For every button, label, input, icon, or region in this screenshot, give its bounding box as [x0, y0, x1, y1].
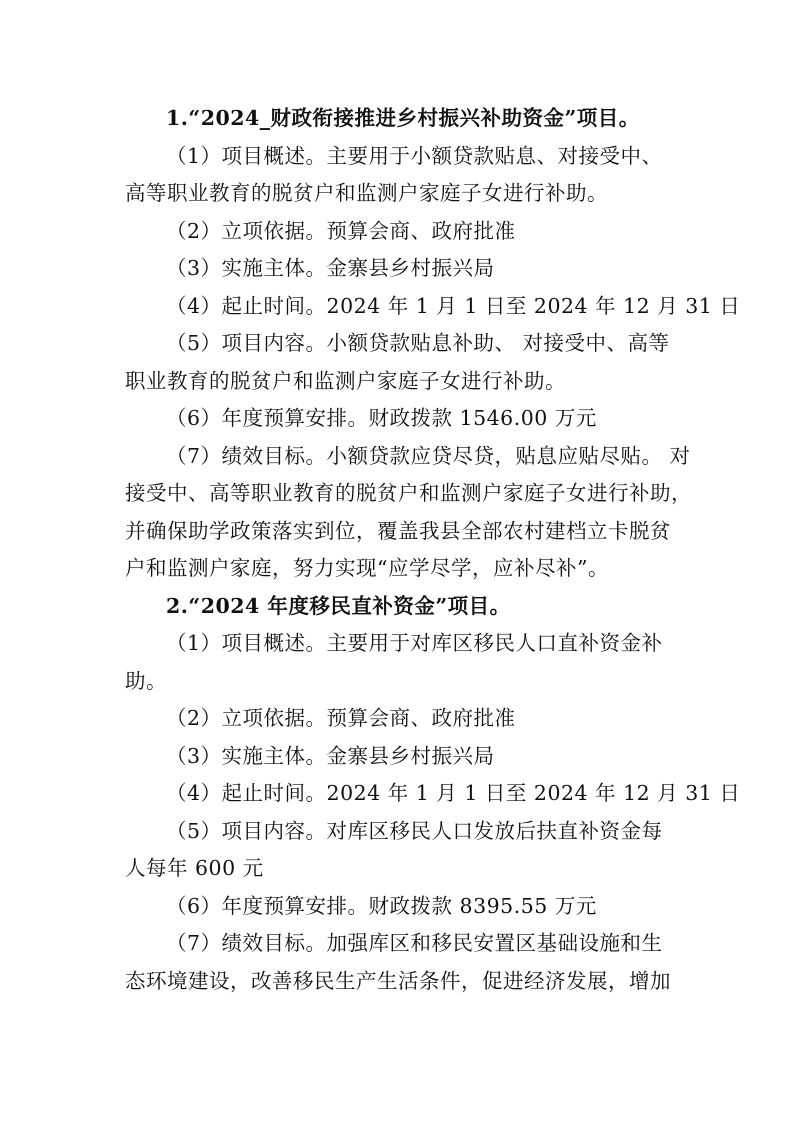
section-2-line-1: （1）项目概述。主要用于对库区移民人口直补资金补	[166, 631, 663, 655]
section-2-line-8: （6）年度预算安排。财政拨款 8395.55 万元	[166, 893, 597, 918]
section-1-line-9: （7）绩效目标。小额贷款应贷尽贷，贴息应贴尽贴。 对	[166, 443, 691, 468]
section-2-line-9: （7）绩效目标。加强库区和移民安置区基础设施和生	[166, 931, 663, 955]
section-2-line-4: （3）实施主体。金寨县乡村振兴局	[166, 743, 495, 768]
section-1-line-12: 户和监测户家庭，努力实现“应学尽学，应补尽补”。	[125, 556, 609, 580]
section-1-line-7: 职业教育的脱贫户和监测户家庭子女进行补助。	[125, 368, 566, 393]
section-1-line-8: （6）年度预算安排。财政拨款 1546.00 万元	[166, 406, 597, 430]
section-1-line-2: 高等职业教育的脱贫户和监测户家庭子女进行补助。	[125, 181, 608, 205]
section-1-line-5: （4）起止时间。2024 年 1 月 1 日至 2024 年 12 月 31 日	[166, 293, 741, 318]
section-1-line-10: 接受中、高等职业教育的脱贫户和监测户家庭子女进行补助，	[125, 481, 692, 505]
section-1-line-11: 并确保助学政策落实到位，覆盖我县全部农村建档立卡脱贫	[125, 518, 671, 543]
section-1-line-6: （5）项目内容。小额贷款贴息补助、 对接受中、高等	[166, 331, 670, 355]
section-1-line-1: （1）项目概述。主要用于小额贷款贴息、对接受中、	[166, 143, 663, 168]
section-2-line-6: （5）项目内容。对库区移民人口发放后扶直补资金每	[166, 818, 663, 843]
section-2-line-3: （2）立项依据。预算会商、政府批准	[166, 706, 516, 730]
section-2-line-7: 人每年 600 元	[125, 856, 264, 880]
section-2-line-5: （4）起止时间。2024 年 1 月 1 日至 2024 年 12 月 31 日	[166, 781, 741, 805]
section-1-line-3: （2）立项依据。预算会商、政府批准	[166, 218, 516, 243]
section-1-line-4: （3）实施主体。金寨县乡村振兴局	[166, 256, 495, 280]
section-2-heading: 2.“2024 年度移民直补资金”项目。	[166, 593, 511, 618]
section-2-line-10: 态环境建设，改善移民生产生活条件，促进经济发展，增加	[125, 968, 671, 993]
document-body	[125, 100, 741, 1000]
section-1-heading: 1.“2024_财政衔接推进乡村振兴补助资金”项目。	[166, 106, 640, 130]
section-2-line-2: 助。	[125, 668, 167, 693]
